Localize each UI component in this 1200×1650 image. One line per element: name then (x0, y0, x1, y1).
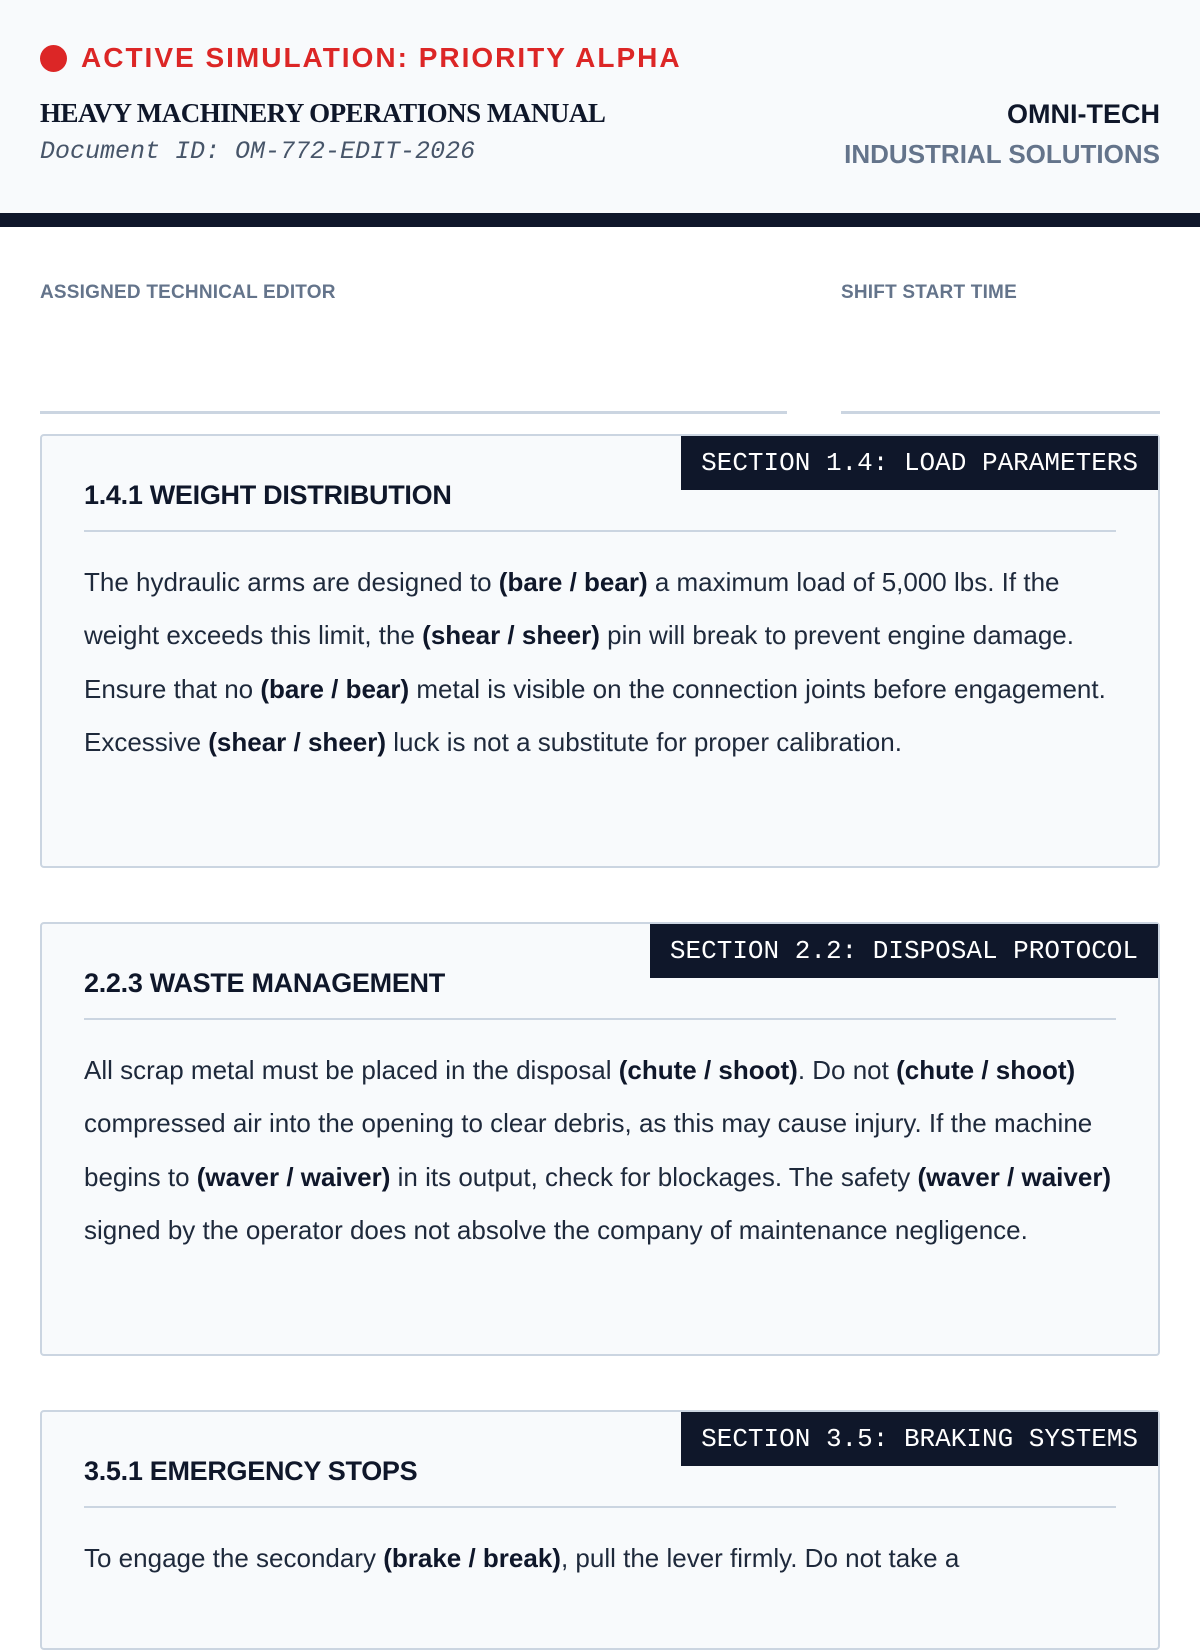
paragraph-text: . Do not (797, 1055, 897, 1085)
document-id: Document ID: OM-772-EDIT-2026 (40, 137, 476, 166)
word-choice-shear-sheer[interactable]: (shear / sheer) (422, 620, 600, 651)
word-choice-brake-break[interactable]: (brake / break) (383, 1543, 561, 1573)
paragraph-text: compressed air into the opening to clear debris, as this may cause injury. If the machine begins to (84, 1108, 1093, 1192)
section-divider (84, 1506, 1116, 1508)
simulation-status (40, 42, 682, 74)
paragraph-text: metal is visible on the connection joints before engagement. Excessive (84, 673, 1106, 757)
word-choice-shear-sheer[interactable]: (shear / sheer) (208, 726, 387, 757)
section-divider (84, 1018, 1116, 1020)
shift-start-label: SHIFT START TIME (841, 282, 1017, 303)
section-card-load-parameters (40, 434, 1160, 868)
section-heading: 3.5.1 EMERGENCY STOPS (84, 1456, 418, 1486)
paragraph-text: , pull the lever firmly. Do not take a (560, 1543, 960, 1573)
editor-label: ASSIGNED TECHNICAL EDITOR (40, 282, 336, 303)
section-tag: SECTION 1.4: LOAD PARAMETERS (681, 436, 1158, 490)
paragraph-text: The hydraulic arms are designed to (84, 567, 499, 597)
company-brand (844, 98, 1160, 170)
paragraph-text: luck is not a substitute for proper calibration. (386, 726, 902, 757)
section-heading: 1.4.1 WEIGHT DISTRIBUTION (84, 480, 452, 510)
manual-title: HEAVY MACHINERY OPERATIONS MANUAL (40, 98, 606, 128)
word-choice-chute-shoot[interactable]: (chute / shoot) (618, 1055, 798, 1085)
section-divider (84, 530, 1116, 532)
paragraph-text: in its output, check for blockages. The safety (390, 1161, 918, 1192)
company-division: INDUSTRIAL SOLUTIONS (844, 139, 1160, 169)
recording-dot-icon (40, 45, 67, 72)
paragraph-text: To engage the secondary (84, 1543, 384, 1573)
company-name: OMNI-TECH (1007, 99, 1160, 129)
section-paragraph (84, 1044, 1116, 1257)
editor-input[interactable] (40, 365, 787, 414)
section-heading: 2.2.3 WASTE MANAGEMENT (84, 968, 445, 998)
document-header (0, 0, 1200, 213)
word-choice-waver-waiver[interactable]: (waver / waiver) (917, 1161, 1112, 1192)
word-choice-bare-bear[interactable]: (bare / bear) (498, 567, 648, 597)
shift-start-input[interactable] (841, 365, 1160, 414)
section-paragraph (84, 1532, 1116, 1585)
section-card-braking-systems (40, 1410, 1160, 1650)
paragraph-text: a maximum load of 5,000 lbs. If the weight exceeds this limit, the (84, 567, 1060, 651)
word-choice-bare-bear[interactable]: (bare / bear) (260, 673, 410, 704)
header-divider (0, 213, 1200, 227)
section-card-disposal-protocol (40, 922, 1160, 1356)
simulation-status-text: ACTIVE SIMULATION: PRIORITY ALPHA (81, 42, 682, 73)
paragraph-text: All scrap metal must be placed in the disposal (84, 1055, 619, 1085)
paragraph-text: signed by the operator does not absolve the company of maintenance negligence. (84, 1214, 1028, 1245)
section-tag: SECTION 3.5: BRAKING SYSTEMS (681, 1412, 1158, 1466)
section-paragraph (84, 556, 1116, 769)
word-choice-chute-shoot[interactable]: (chute / shoot) (896, 1055, 1076, 1085)
section-tag: SECTION 2.2: DISPOSAL PROTOCOL (650, 924, 1158, 978)
paragraph-text: pin will break to prevent engine damage. Ensure that no (84, 620, 1074, 704)
word-choice-waver-waiver[interactable]: (waver / waiver) (196, 1161, 391, 1192)
